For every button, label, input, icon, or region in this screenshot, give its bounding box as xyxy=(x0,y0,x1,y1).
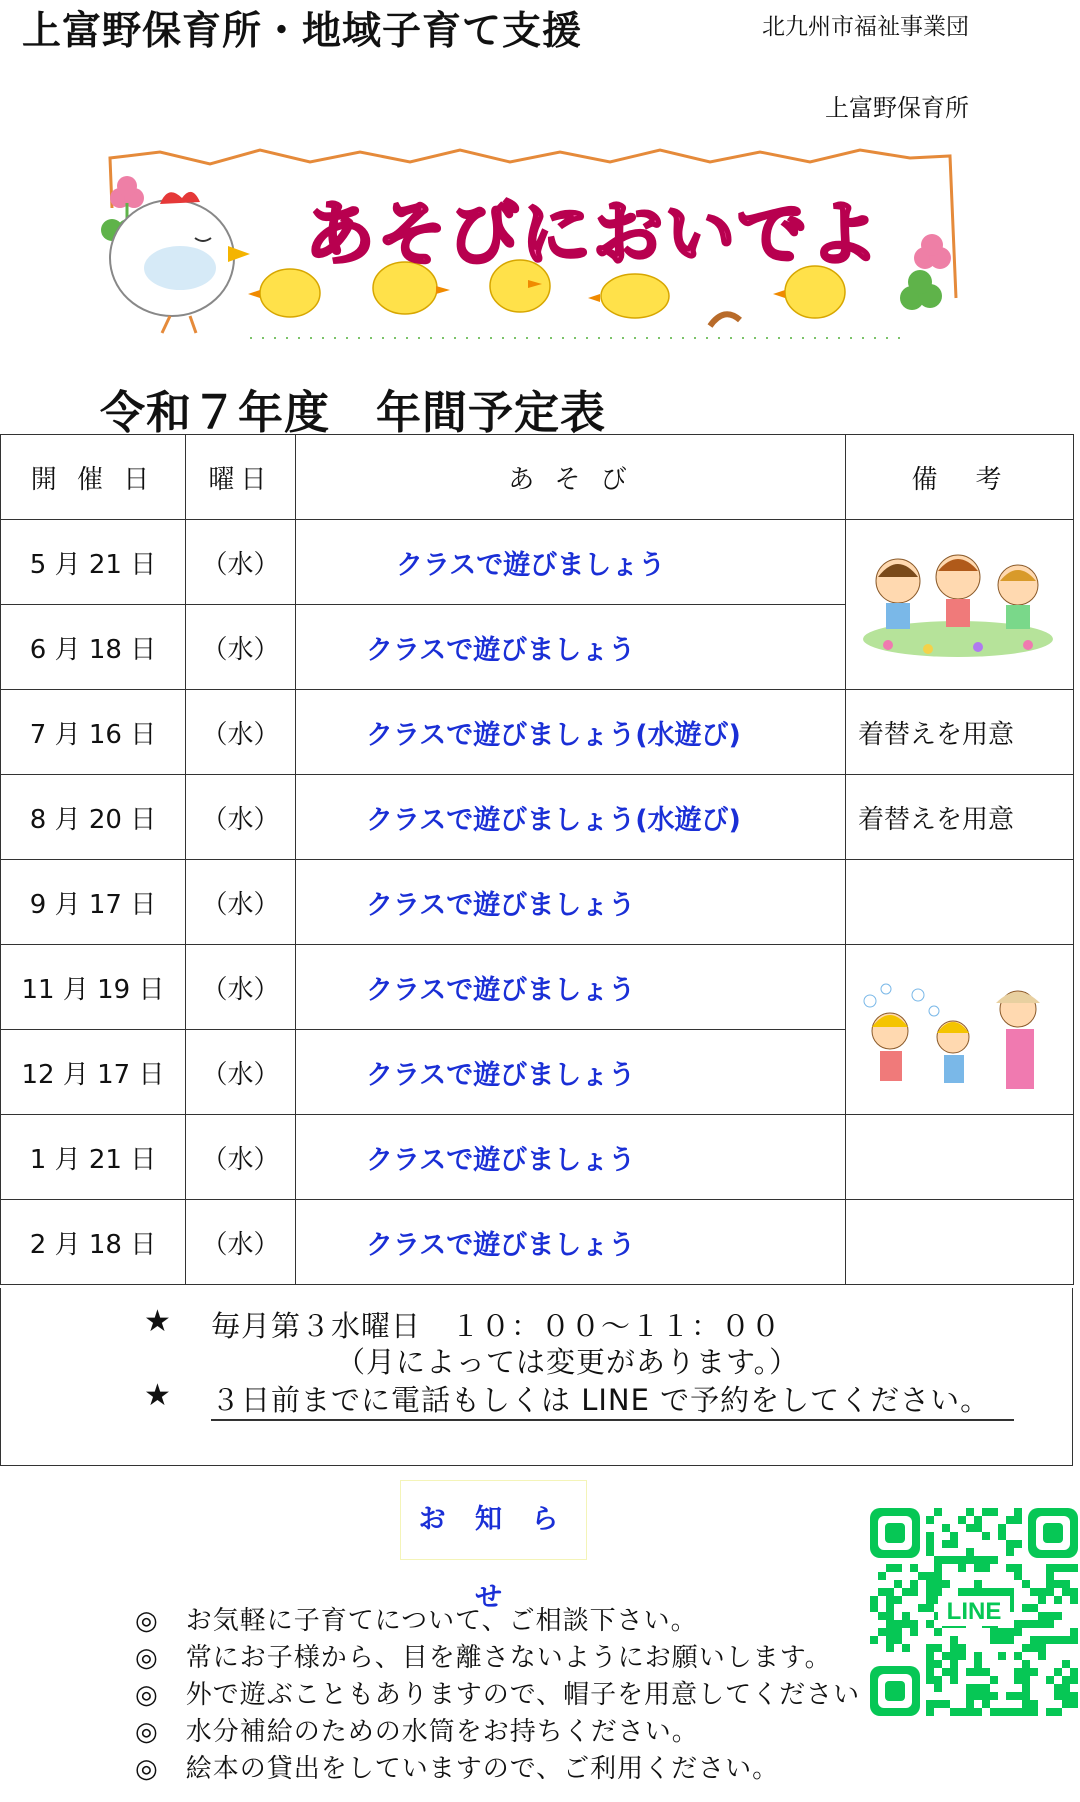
table-row xyxy=(1,860,1074,945)
table-row xyxy=(1,690,1074,775)
activity-cell: クラスで遊びましょう xyxy=(296,520,846,605)
bullet-icon: ◎ xyxy=(135,1717,159,1747)
activity-cell: クラスで遊びましょう(水遊び) xyxy=(296,775,846,860)
note-cell xyxy=(846,1115,1074,1200)
activity-cell: クラスで遊びましょう xyxy=(296,1030,846,1115)
date-cell: 5 月 21 日 xyxy=(1,520,186,605)
table-header-row xyxy=(1,435,1074,520)
table-row xyxy=(1,520,1074,605)
children-playing-illustration xyxy=(858,541,1058,661)
list-item: ◎ お気軽に子育てについて、ご相談下さい。 xyxy=(135,1606,698,1636)
date-cell: 11 月 19 日 xyxy=(1,945,186,1030)
date-cell: 9 月 17 日 xyxy=(1,860,186,945)
schedule-time-note: 毎月第３水曜日 １０：００～１１：００ xyxy=(211,1309,782,1343)
notice-heading: お 知 ら せ xyxy=(400,1480,587,1560)
schedule-title: 令和７年度 年間予定表 xyxy=(100,386,607,439)
date-cell: 8 月 20 日 xyxy=(1,775,186,860)
date-cell: 2 月 18 日 xyxy=(1,1200,186,1285)
banner-title: あそびにおいでよ xyxy=(305,193,881,275)
activity-cell: クラスで遊びましょう xyxy=(296,605,846,690)
table-row xyxy=(1,1200,1074,1285)
date-cell: 12 月 17 日 xyxy=(1,1030,186,1115)
list-item: ◎ 常にお子様から、目を離さないようにお願いします。 xyxy=(135,1643,832,1673)
qr-code-image xyxy=(870,1508,1078,1716)
bubbles-illustration-cell xyxy=(846,945,1074,1115)
day-cell: （水） xyxy=(186,1115,296,1200)
activity-cell: クラスで遊びましょう xyxy=(296,1115,846,1200)
schedule-table xyxy=(0,434,1074,1285)
list-item: ◎ 絵本の貸出をしていますので、ご利用ください。 xyxy=(135,1754,780,1784)
day-cell: （水） xyxy=(186,1030,296,1115)
list-item: ◎ 水分補給のための水筒をお持ちください。 xyxy=(135,1717,699,1747)
star-icon: ★ xyxy=(144,1304,171,1339)
clover-icon xyxy=(900,234,951,310)
banner xyxy=(100,148,1000,358)
children-illustration-cell xyxy=(846,520,1074,690)
day-cell: （水） xyxy=(186,605,296,690)
column-header-activity: あ そ び xyxy=(296,435,846,520)
bullet-icon: ◎ xyxy=(135,1643,159,1673)
bubble-play-illustration xyxy=(858,981,1058,1101)
day-cell: （水） xyxy=(186,1200,296,1285)
activity-cell: クラスで遊びましょう(水遊び) xyxy=(296,690,846,775)
bullet-icon: ◎ xyxy=(135,1680,159,1710)
chick-icon xyxy=(588,274,669,318)
note-cell xyxy=(846,860,1074,945)
column-header-day: 曜日 xyxy=(186,435,296,520)
day-cell: （水） xyxy=(186,945,296,1030)
bullet-icon: ◎ xyxy=(135,1754,159,1784)
activity-cell: クラスで遊びましょう xyxy=(296,945,846,1030)
activity-cell: クラスで遊びましょう xyxy=(296,860,846,945)
reservation-note: ３日前までに電話もしくは LINE で予約をしてください。 xyxy=(211,1378,1014,1421)
schedule-change-note: （月によっては変更があります。） xyxy=(336,1345,800,1379)
page-title: 上富野保育所・地域子育て支援 xyxy=(22,9,583,54)
day-cell: （水） xyxy=(186,860,296,945)
star-icon: ★ xyxy=(144,1378,171,1413)
day-cell: （水） xyxy=(186,690,296,775)
column-header-note: 備 考 xyxy=(846,435,1074,520)
column-header-date: 開 催 日 xyxy=(1,435,186,520)
organization-name: 北九州市福祉事業団 xyxy=(762,14,969,40)
table-row xyxy=(1,1115,1074,1200)
bullet-icon: ◎ xyxy=(135,1606,159,1636)
worm-icon xyxy=(710,314,740,326)
table-row xyxy=(1,945,1074,1030)
note-cell xyxy=(846,1200,1074,1285)
hen-illustration xyxy=(110,192,250,333)
info-box xyxy=(0,1288,1073,1466)
date-cell: 1 月 21 日 xyxy=(1,1115,186,1200)
day-cell: （水） xyxy=(186,775,296,860)
table-row xyxy=(1,775,1074,860)
line-qr-code[interactable] xyxy=(870,1508,1078,1716)
qr-line-label: LINE xyxy=(946,1598,1002,1625)
date-cell: 7 月 16 日 xyxy=(1,690,186,775)
note-cell: 着替えを用意 xyxy=(846,690,1074,775)
facility-name: 上富野保育所 xyxy=(825,94,969,122)
note-cell: 着替えを用意 xyxy=(846,775,1074,860)
day-cell: （水） xyxy=(186,520,296,605)
activity-cell: クラスで遊びましょう xyxy=(296,1200,846,1285)
list-item: ◎ 外で遊ぶこともありますので、帽子を用意してください xyxy=(135,1680,861,1710)
date-cell: 6 月 18 日 xyxy=(1,605,186,690)
